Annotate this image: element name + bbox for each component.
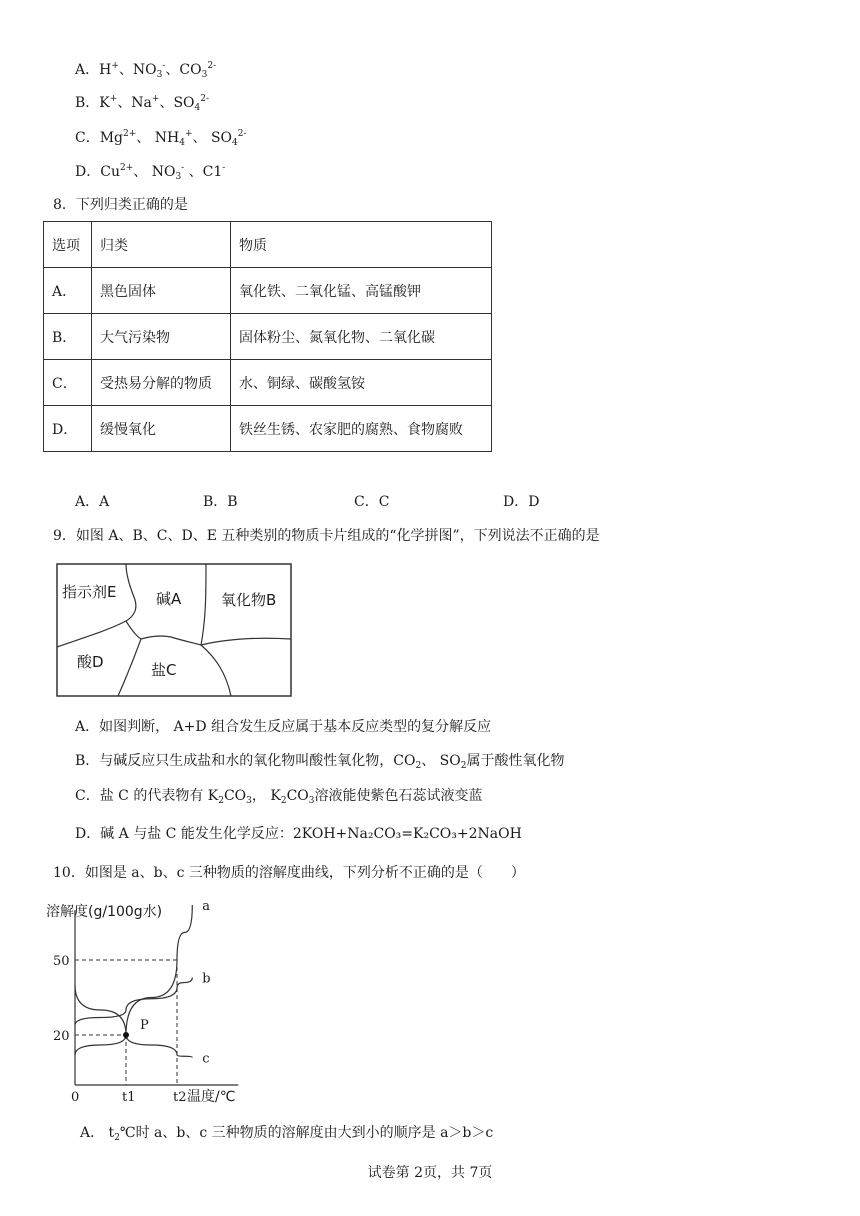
x-axis-label: 温度/℃ (187, 1089, 236, 1105)
q8-option-d: D．D (503, 494, 540, 510)
table-cell: D． (44, 406, 92, 452)
chemistry-puzzle-diagram (56, 563, 292, 697)
q9-option-c: C．盐 C 的代表物有 $K_2CO_3$， $K_2CO_3$溶液能使紫色石蕊试液变蓝 (75, 788, 483, 806)
q10-option-a: A． $t_2℃$时 a、b、c 三种物质的溶解度由大到小的顺序是 a＞b＞c (80, 1125, 494, 1143)
table-header-row (44, 222, 492, 268)
table-cell: 氧化铁、二氧化锰、高锰酸钾 (231, 268, 492, 314)
table-cell: 大气污染物 (92, 314, 231, 360)
q8-option-b: B．B (203, 494, 238, 510)
table-row (44, 314, 492, 360)
q10-stem: 10．如图是 a、b、c 三种物质的溶解度曲线，下列分析不正确的是（ ） (53, 865, 525, 881)
table-cell: 黑色固体 (92, 268, 231, 314)
point-p (123, 1032, 129, 1038)
curve-label-c: c (202, 1051, 210, 1067)
puzzle-label-base-a: 碱A (156, 590, 182, 608)
puzzle-label-oxide-b: 氧化物B (221, 591, 277, 609)
table-cell: 水、铜绿、碳酸氢铵 (231, 360, 492, 406)
y-tick-label: 50 (53, 954, 70, 969)
page-footer: 试卷第 2页，共 7页 (367, 1165, 493, 1181)
q9-option-d: D．碱 A 与盐 C 能发生化学反应：2KOH+Na₂CO₃=K₂CO₃+2NaOH (75, 826, 522, 842)
table-cell: 受热易分解的物质 (92, 360, 231, 406)
table-cell: 固体粉尘、氮氧化物、二氧化碳 (231, 314, 492, 360)
table-row (44, 360, 492, 406)
q7-option-c: C．$Mg^{2+}$、 $NH_4^+$、 $SO_4^{2-}$ (75, 129, 247, 148)
curve-b (75, 978, 192, 1026)
table-header-cell: 选项 (44, 222, 92, 268)
puzzle-label-acid-d: 酸D (77, 653, 104, 671)
q7-option-d: D．$Cu^{2+}$、 $NO_3^-$ 、C1- (75, 163, 226, 182)
puzzle-label-indicator-e: 指示剂E (62, 583, 117, 601)
table-cell: C． (44, 360, 92, 406)
q9-stem: 9．如图 A、B、C、D、E 五种类别的物质卡片组成的“化学拼图”，下列说法不正确的是 (53, 528, 600, 544)
table-cell: 铁丝生锈、农家肥的腐熟、食物腐败 (231, 406, 492, 452)
q9-option-a: A．如图判断， A+D 组合发生反应属于基本反应类型的复分解反应 (75, 719, 492, 735)
x-tick-label: t1 (122, 1090, 136, 1105)
puzzle-label-salt-c: 盐C (151, 661, 177, 679)
solubility-curve-chart (40, 900, 260, 1110)
curve-label-a: a (202, 900, 211, 914)
point-p-label: P (140, 1018, 149, 1033)
table-header-cell: 归类 (92, 222, 231, 268)
y-axis-label: 溶解度(g/100g水) (46, 904, 163, 920)
table-row (44, 268, 492, 314)
q7-option-a: A．H+、$NO_3^-$、$CO_3^{2-}$ (75, 61, 217, 80)
curve-c (75, 985, 192, 1058)
q8-option-c: C．C (354, 494, 390, 510)
q9-option-b: B．与碱反应只生成盐和水的氧化物叫酸性氧化物，$CO_2$、 $SO_2$属于酸性氧化物 (75, 753, 565, 771)
q8-table (43, 221, 492, 452)
x-tick-label: 0 (71, 1090, 80, 1105)
curve-label-b: b (202, 971, 211, 987)
q7-option-b: B．K+、Na+、$SO_4^{2-}$ (75, 94, 210, 113)
table-cell: 缓慢氧化 (92, 406, 231, 452)
x-tick-label: t2 (173, 1090, 187, 1105)
table-cell: B． (44, 314, 92, 360)
table-header-cell: 物质 (231, 222, 492, 268)
y-tick-label: 20 (53, 1029, 70, 1044)
q8-stem: 8．下列归类正确的是 (53, 197, 188, 213)
curve-a (75, 905, 192, 1055)
table-cell: A． (44, 268, 92, 314)
q8-option-a: A．A (75, 494, 110, 510)
table-row (44, 406, 492, 452)
